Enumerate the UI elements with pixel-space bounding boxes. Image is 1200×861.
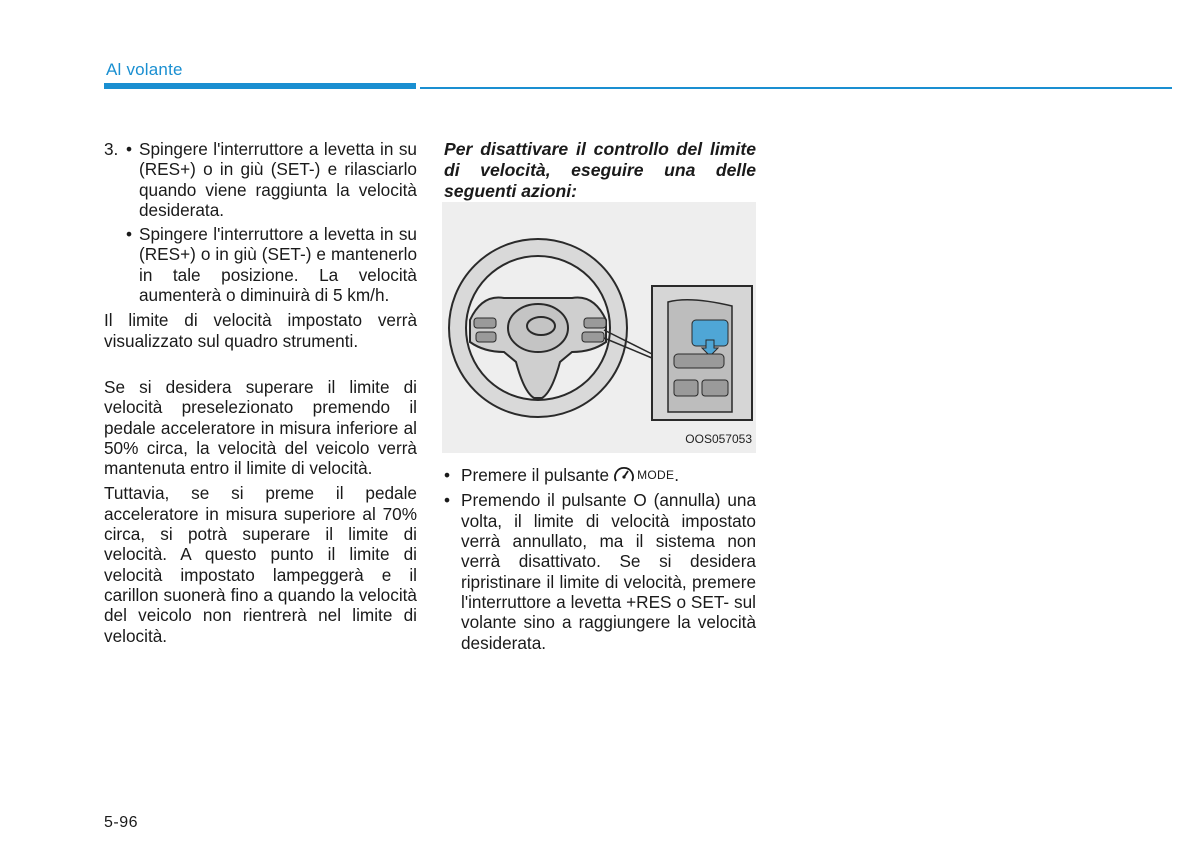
action-list — [444, 465, 756, 653]
header-rule-thin — [420, 87, 1172, 89]
step-bullet-2: Spingere l'interruttore a levetta in su (RES+) o in giù (SET-) e mantenerlo in tale posizione. La velocità aumenterà o diminuirà di 5 km/h. — [139, 224, 417, 306]
step-3-sub — [126, 224, 417, 305]
bullet-1-text: Premere il pulsante — [461, 465, 610, 486]
mode-button-label: MODE — [637, 468, 675, 482]
section-title: Al volante — [106, 60, 183, 79]
bullet-1-end: . — [674, 465, 680, 486]
speed-limit-mode-icon — [613, 465, 674, 485]
bullet-2-text: Premendo il pulsante O (annulla) una volta, il limite di velocità impostato verrà annullato, ma il sistema non verrà disattivato. Se si desidera ripristinare il limite di velocità, premere l'interruttore a levetta +RES o SET- sul volante sino a raggiungere la velocità desiderata. — [461, 490, 756, 653]
paragraph-display: Il limite di velocità impostato verrà visualizzato sul quadro strumenti. — [104, 310, 417, 351]
bullet: • — [444, 465, 451, 485]
steering-wheel-figure — [442, 202, 756, 453]
list-item — [444, 490, 756, 652]
header-rule-thick — [104, 83, 416, 89]
left-column — [104, 139, 417, 646]
bullet: • — [126, 224, 133, 245]
page-number: 5-96 — [104, 814, 139, 831]
step-bullet-1: Spingere l'interruttore a levetta in su (RES+) o in giù (SET-) e rilasciarlo quando viene raggiunta la velocità desiderata. — [139, 139, 417, 220]
paragraph-exceed-50: Se si desidera superare il limite di velocità preselezionato premendo il pedale acceleratore in misura inferiore al 50% circa, la velocità del veicolo verrà mantenuta entro il limite di velocità. — [104, 376, 417, 479]
list-item — [444, 465, 756, 485]
step-number: 3. — [104, 139, 119, 159]
figure-code: OOS057053 — [685, 431, 752, 446]
paragraph-exceed-70: Tuttavia, se si preme il pedale acceleratore in misura superiore al 70% circa, si potrà superare il limite di velocità. A questo punto il limite di velocità impostato lampeggerà e il carillon suonerà fino a quando la velocità del veicolo non rientrerà nel limite di velocità. — [104, 483, 417, 646]
bullet: • — [444, 490, 451, 511]
section-heading: Per disattivare il controllo del limite di velocità, eseguire una delle seguenti azioni: — [444, 139, 756, 201]
steering-wheel-illustration — [442, 202, 756, 453]
bullet: • — [126, 139, 133, 159]
step-3 — [104, 139, 417, 220]
right-column — [444, 139, 756, 653]
